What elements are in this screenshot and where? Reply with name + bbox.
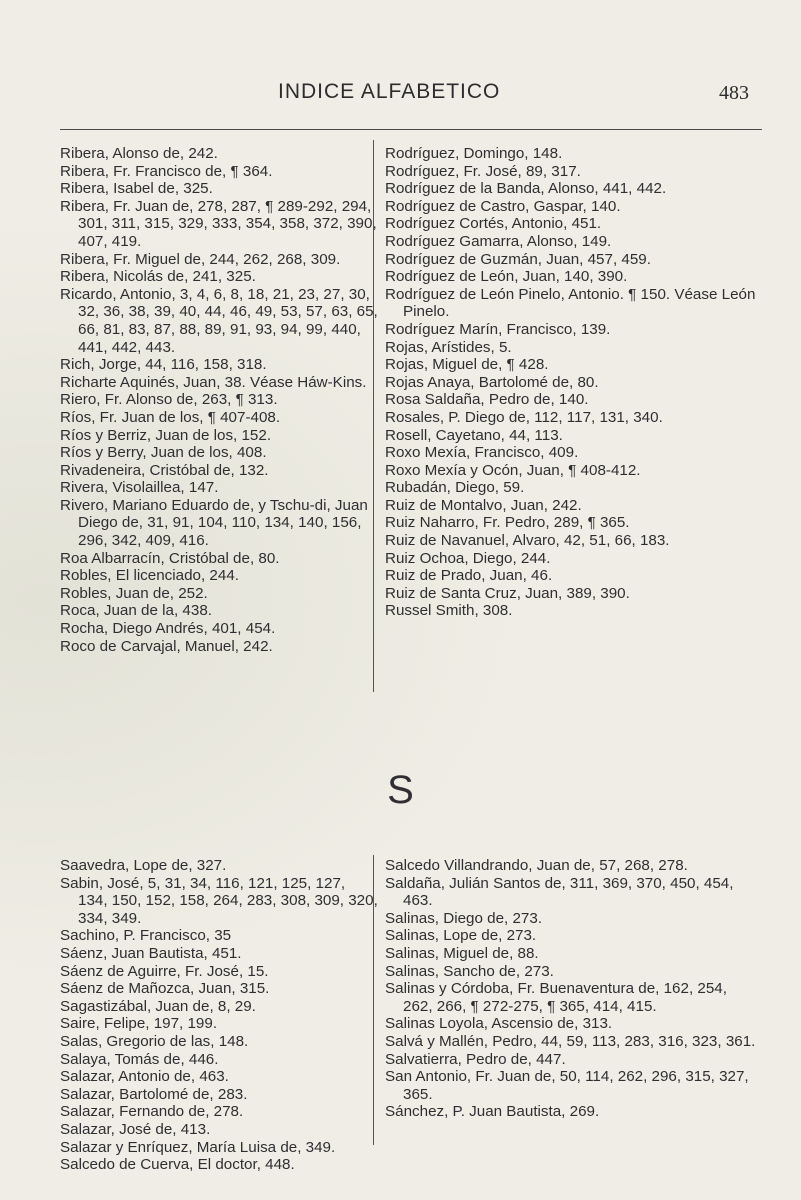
index-entry: Ribera, Alonso de, 242. — [60, 145, 218, 162]
index-entry: Saavedra, Lope de, 327. — [60, 857, 227, 874]
index-entry: Russel Smith, 308. — [385, 602, 513, 620]
index-column-right-top — [385, 145, 760, 620]
index-entry: Rosell, Cayetano, 44, 113. — [385, 426, 563, 444]
index-entry: San Antonio, Fr. Juan de, 50, 114, 262, 296, 315, 327, 365. — [385, 1068, 749, 1103]
index-entry: Rojas, Miguel de, ¶ 428. — [385, 356, 549, 374]
index-entry: Ruiz de Navanuel, Alvaro, 42, 51, 66, 183. — [385, 532, 670, 550]
index-entry: Rivadeneira, Cristóbal de, 132. — [60, 461, 269, 479]
index-entry: Salazar, José de, 413. — [60, 1120, 211, 1138]
index-entry: Ruiz de Montalvo, Juan, 242. — [385, 496, 582, 514]
index-entry: Salinas, Sancho de, 273. — [385, 962, 554, 980]
index-column-right-bottom — [385, 857, 760, 1121]
index-entry: Rosa Saldaña, Pedro de, 140. — [385, 391, 589, 409]
index-entry: Rodríguez Cortés, Antonio, 451. — [385, 215, 602, 233]
index-entry: Salinas, Lope de, 273. — [385, 927, 537, 945]
index-entry: Rodríguez de León, Juan, 140, 390. — [385, 268, 628, 286]
index-entry: Ribera, Fr. Juan de, 278, 287, ¶ 289-292, 294, 301, 311, 315, 329, 333, 354, 358, 372, 390, 407, 419. — [60, 197, 377, 250]
index-entry: Sabin, José, 5, 31, 34, 116, 121, 125, 127, 134, 150, 152, 158, 264, 283, 308, 309, 320, 334, 349. — [60, 874, 378, 927]
index-entry: Sáenz de Aguirre, Fr. José, 15. — [60, 962, 269, 980]
index-entry: Rodríguez, Domingo, 148. — [385, 145, 563, 162]
index-entry: Saire, Felipe, 197, 199. — [60, 1015, 218, 1033]
page-number: 483 — [719, 82, 749, 104]
index-entry: Salcedo Villandrando, Juan de, 57, 268, 278. — [385, 857, 688, 874]
index-entry: Ríos y Berriz, Juan de los, 152. — [60, 426, 272, 444]
index-entry: Ribera, Fr. Miguel de, 244, 262, 268, 309. — [60, 250, 341, 268]
index-entry: Ríos y Berry, Juan de los, 408. — [60, 444, 267, 462]
index-entry: Sáenz de Mañozca, Juan, 315. — [60, 980, 270, 998]
running-head — [0, 72, 801, 112]
index-entry: Ribera, Isabel de, 325. — [60, 180, 213, 198]
index-entry: Ruiz Ochoa, Diego, 244. — [385, 549, 551, 567]
index-entry: Rich, Jorge, 44, 116, 158, 318. — [60, 356, 267, 374]
index-entry: Rojas Anaya, Bartolomé de, 80. — [385, 373, 599, 391]
index-entry: Salazar y Enríquez, María Luisa de, 349. — [60, 1138, 336, 1156]
index-entry: Roa Albarracín, Cristóbal de, 80. — [60, 549, 280, 567]
index-entry: Roco de Carvajal, Manuel, 242. — [60, 637, 273, 655]
index-entry: Ricardo, Antonio, 3, 4, 6, 8, 18, 21, 23, 27, 30, 32, 36, 38, 39, 40, 44, 46, 49, 53, 57, 63, 65, 66, 81, 83, 87, 88, 89, 91, 93, 94, 99, 440, 441, 442, 443. — [60, 285, 378, 356]
page-title: INDICE ALFABETICO — [278, 80, 501, 103]
index-entry: Salinas, Diego de, 273. — [385, 909, 543, 927]
index-entry: Salazar, Antonio de, 463. — [60, 1068, 229, 1086]
index-entry: Sáenz, Juan Bautista, 451. — [60, 944, 242, 962]
index-entry: Rubadán, Diego, 59. — [385, 479, 525, 497]
index-entry: Sagastizábal, Juan de, 8, 29. — [60, 997, 256, 1015]
index-entry: Rojas, Arístides, 5. — [385, 338, 512, 356]
index-entry: Salinas Loyola, Ascensio de, 313. — [385, 1015, 613, 1033]
index-entry: Richarte Aquinés, Juan, 38. Véase Háw-Kins. — [60, 373, 367, 391]
index-entry: Ríos, Fr. Juan de los, ¶ 407-408. — [60, 408, 281, 426]
index-entry: Robles, El licenciado, 244. — [60, 567, 239, 585]
index-entry: Rivera, Visolaillea, 147. — [60, 479, 219, 497]
index-entry: Rodríguez de la Banda, Alonso, 441, 442. — [385, 180, 667, 198]
index-entry: Sánchez, P. Juan Bautista, 269. — [385, 1103, 600, 1121]
index-entry: Salinas y Córdoba, Fr. Buenaventura de, 162, 254, 262, 266, ¶ 272-275, ¶ 365, 414, 415. — [385, 980, 727, 1015]
index-entry: Roxo Mexía, Francisco, 409. — [385, 444, 579, 462]
index-entry: Ribera, Nicolás de, 241, 325. — [60, 268, 256, 286]
index-entry: Salazar, Fernando de, 278. — [60, 1103, 244, 1121]
index-entry: Salazar, Bartolomé de, 283. — [60, 1085, 248, 1103]
index-entry: Sachino, P. Francisco, 35 — [60, 927, 232, 945]
index-column-left-bottom — [60, 857, 378, 1174]
header-rule — [60, 129, 762, 130]
index-entry: Riero, Fr. Alonso de, 263, ¶ 313. — [60, 391, 278, 409]
index-entry: Salas, Gregorio de las, 148. — [60, 1032, 249, 1050]
index-entry: Saldaña, Julián Santos de, 311, 369, 370, 450, 454, 463. — [385, 874, 734, 910]
index-entry: Rodríguez Marín, Francisco, 139. — [385, 320, 611, 338]
index-entry: Salinas, Miguel de, 88. — [385, 944, 539, 962]
index-entry: Salvá y Mallén, Pedro, 44, 59, 113, 283, 316, 323, 361. — [385, 1032, 756, 1050]
index-entry: Ribera, Fr. Francisco de, ¶ 364. — [60, 162, 273, 180]
index-entry: Rodríguez de Guzmán, Juan, 457, 459. — [385, 250, 651, 268]
index-entry: Salcedo de Cuerva, El doctor, 448. — [60, 1156, 295, 1174]
index-entry: Rodríguez de León Pinelo, Antonio. ¶ 150. Véase León Pinelo. — [385, 285, 756, 321]
index-entry: Salaya, Tomás de, 446. — [60, 1050, 219, 1068]
index-entry: Rodríguez Gamarra, Alonso, 149. — [385, 232, 612, 250]
index-entry: Rivero, Mariano Eduardo de, y Tschu-di, Juan Diego de, 31, 91, 104, 110, 134, 140, 156, 296, 342, 409, 416. — [60, 496, 368, 550]
index-entry: Rodríguez de Castro, Gaspar, 140. — [385, 197, 621, 215]
index-entry: Rocha, Diego Andrés, 401, 454. — [60, 620, 276, 638]
index-entry: Robles, Juan de, 252. — [60, 584, 208, 602]
index-entry: Salvatierra, Pedro de, 447. — [385, 1050, 566, 1068]
index-entry: Ruiz de Santa Cruz, Juan, 389, 390. — [385, 584, 630, 602]
index-entry: Roxo Mexía y Ocón, Juan, ¶ 408-412. — [385, 461, 641, 479]
index-entry: Ruiz Naharro, Fr. Pedro, 289, ¶ 365. — [385, 514, 630, 532]
index-entry: Ruiz de Prado, Juan, 46. — [385, 567, 553, 585]
section-letter-heading: S — [387, 768, 414, 812]
index-entry: Rodríguez, Fr. José, 89, 317. — [385, 162, 581, 180]
index-entry: Rosales, P. Diego de, 112, 117, 131, 340. — [385, 408, 663, 426]
index-entry: Roca, Juan de la, 438. — [60, 602, 212, 620]
index-column-left-top — [60, 145, 378, 655]
